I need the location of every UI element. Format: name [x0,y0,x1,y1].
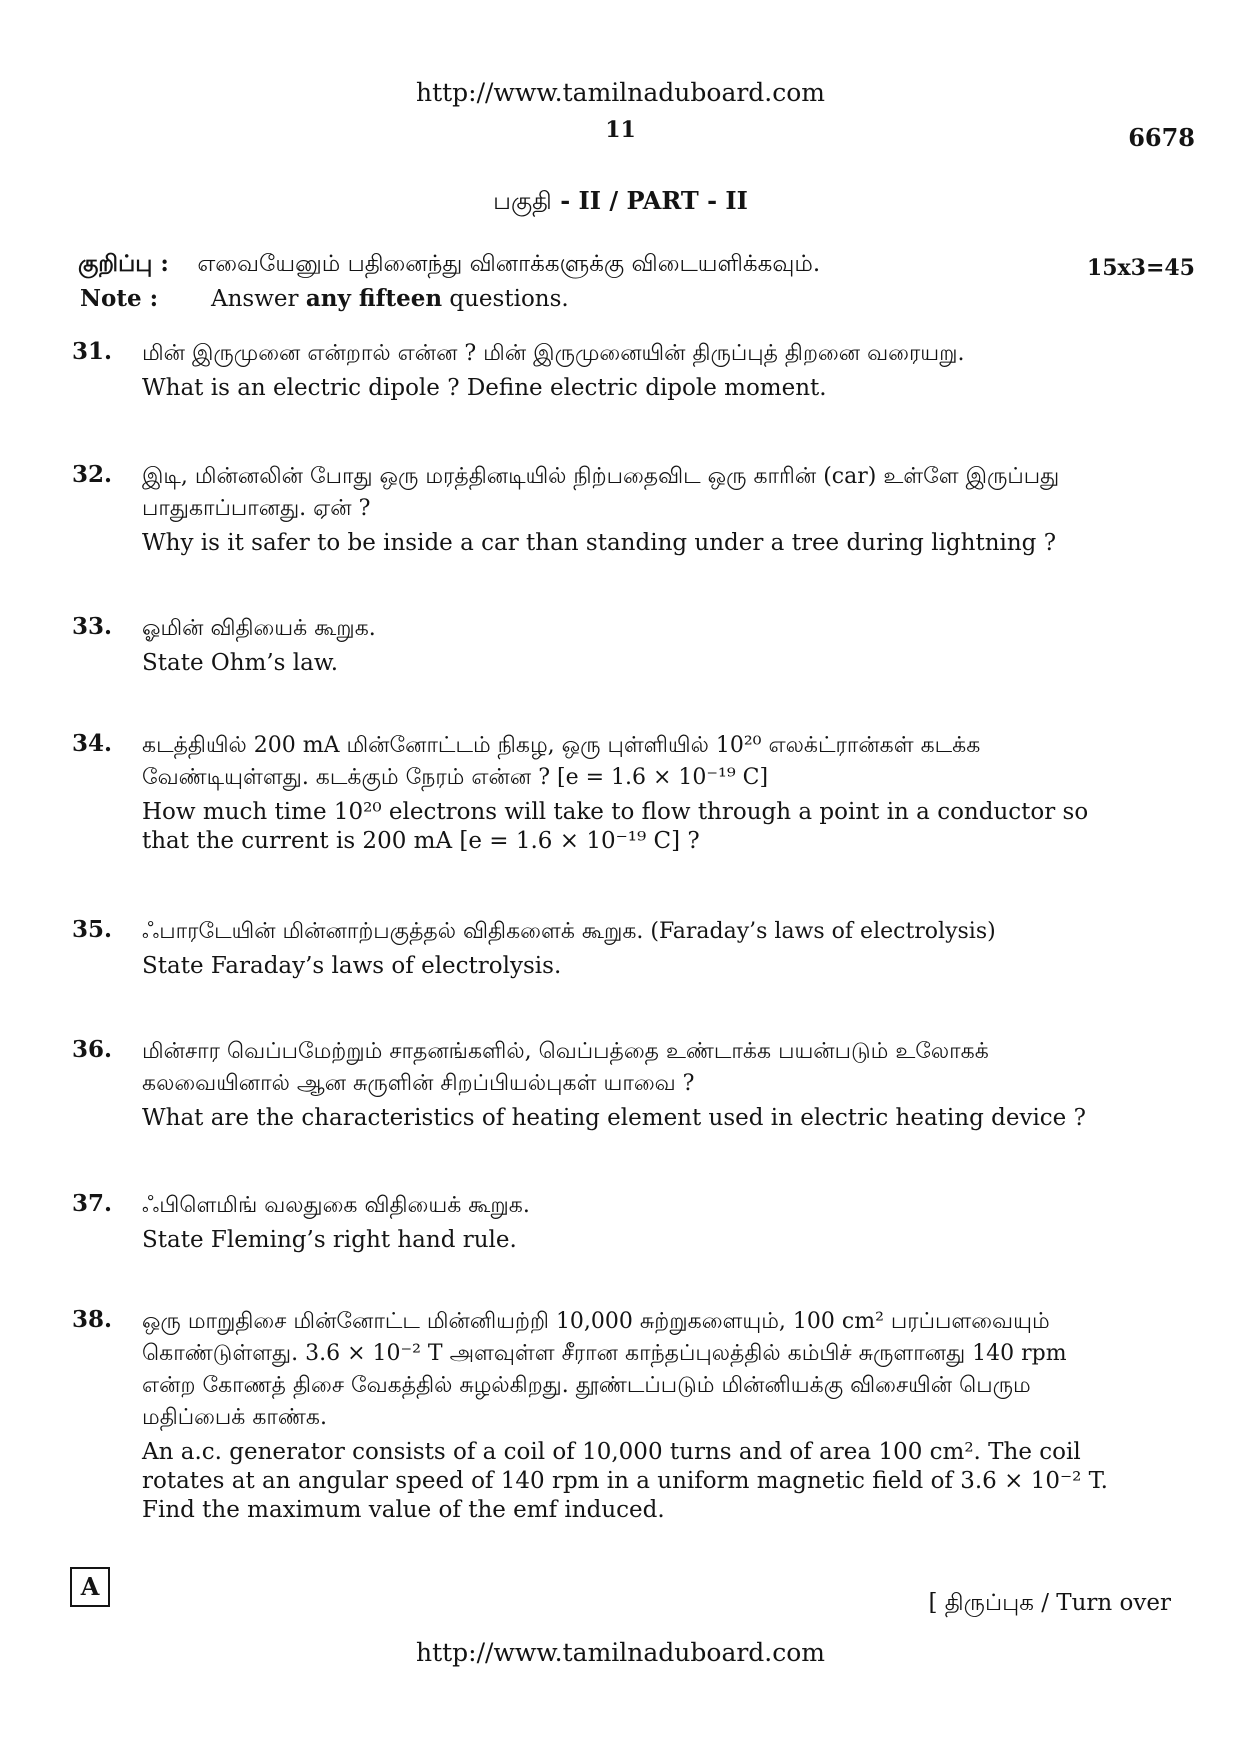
question-35 [72,916,1122,981]
question-tamil: இடி, மின்னலின் போது ஒரு மரத்தினடியில் நிற்பதைவிட ஒரு காரின் (car) உள்ளே இருப்பது பாதுகாப்பானது. ஏன் ? [142,464,1060,521]
question-tamil: ஒரு மாறுதிசை மின்னோட்ட மின்னியற்றி 10,000 சுற்றுகளையும், 100 cm² பரப்பளவையும் கொண்டுள்ளது. 3.6 × 10⁻² T அளவுள்ள சீரான காந்தப்புலத்தில் கம்பிச் சுருளானது 140 rpm என்ற கோணத் திசை வேகத்தில் சுழல்கிறது. தூண்டப்படும் மின்னியக்கு விசையின் பெரும மதிப்பைக் காண்க. [142,1309,1067,1430]
footer-url: http://www.tamilnaduboard.com [415,1638,826,1667]
question-33 [72,613,1122,678]
question-number: 36. [72,1036,113,1063]
question-english: State Ohm’s law. [142,650,339,676]
part-heading-tamil: பகுதி [493,187,552,215]
note-tamil-label: குறிப்பு : [78,250,169,277]
note-tamil-text: எவையேனும் பதினைந்து வினாக்களுக்கு விடையளிக்கவும். [197,251,821,277]
question-number: 37. [72,1190,113,1217]
question-tamil: மின்சார வெப்பமேற்றும் சாதனங்களில், வெப்பத்தை உண்டாக்க பயன்படும் உலோகக் கலவையினால் ஆன சுருளின் சிறப்பியல்புகள் யாவை ? [142,1039,989,1096]
booklet-code-box: A [70,1567,110,1607]
question-tamil: கடத்தியில் 200 mA மின்னோட்டம் நிகழ, ஒரு புள்ளியில் 10²⁰ எலக்ட்ரான்கள் கடக்க வேண்டியுள்ளது. கடக்கும் நேரம் என்ன ? [e = 1.6 × 10⁻¹⁹ C] [142,733,981,790]
note-english-label: Note : [80,285,159,312]
question-number: 32. [72,461,113,488]
question-32 [72,461,1122,558]
note-english [80,285,569,312]
turn-over-note: [ திருப்புக / Turn over [928,1590,1171,1616]
question-31 [72,338,1122,403]
note-tamil [78,250,820,280]
question-number: 33. [72,613,113,640]
question-37 [72,1190,1122,1255]
question-38 [72,1306,1122,1525]
note-english-bold: any fifteen [305,285,443,312]
paper-code: 6678 [1128,123,1195,152]
part-heading-rest: - II / PART - II [551,186,748,215]
header-url: http://www.tamilnaduboard.com [415,78,826,107]
question-tamil: மின் இருமுனை என்றால் என்ன ? மின் இருமுனையின் திருப்புத் திறனை வரையறு. [142,341,965,366]
question-tamil: ஓமின் விதியைக் கூறுக. [142,616,376,641]
question-tamil: ஃபாரடேயின் மின்னாற்பகுத்தல் விதிகளைக் கூறுக. (Faraday’s laws of electrolysis) [142,919,996,944]
question-number: 34. [72,730,113,757]
question-english: An a.c. generator consists of a coil of 10,000 turns and of area 100 cm². The coil rotates at an angular speed of 140 rpm in a uniform magnetic field of 3.6 × 10⁻² T. Find the maximum value of the emf induced. [142,1439,1108,1523]
question-number: 31. [72,338,113,365]
note-english-before: Answer [211,286,306,312]
question-tamil: ஃபிளெமிங் வலதுகை விதியைக் கூறுக. [142,1193,530,1218]
question-english: State Faraday’s laws of electrolysis. [142,953,562,979]
part-heading [0,186,1241,218]
question-english: What is an electric dipole ? Define electric dipole moment. [142,375,827,401]
page-number: 11 [605,117,636,143]
note-english-after: questions. [442,286,569,312]
note-marks: 15x3=45 [1086,255,1195,281]
question-number: 38. [72,1306,113,1333]
question-english: What are the characteristics of heating element used in electric heating device ? [142,1105,1086,1131]
question-english: How much time 10²⁰ electrons will take to flow through a point in a conductor so that the current is 200 mA [e = 1.6 × 10⁻¹⁹ C] ? [142,799,1089,854]
question-34 [72,730,1122,856]
question-english: State Fleming’s right hand rule. [142,1227,517,1253]
question-36 [72,1036,1122,1133]
question-english: Why is it safer to be inside a car than standing under a tree during lightning ? [142,530,1057,556]
question-number: 35. [72,916,113,943]
